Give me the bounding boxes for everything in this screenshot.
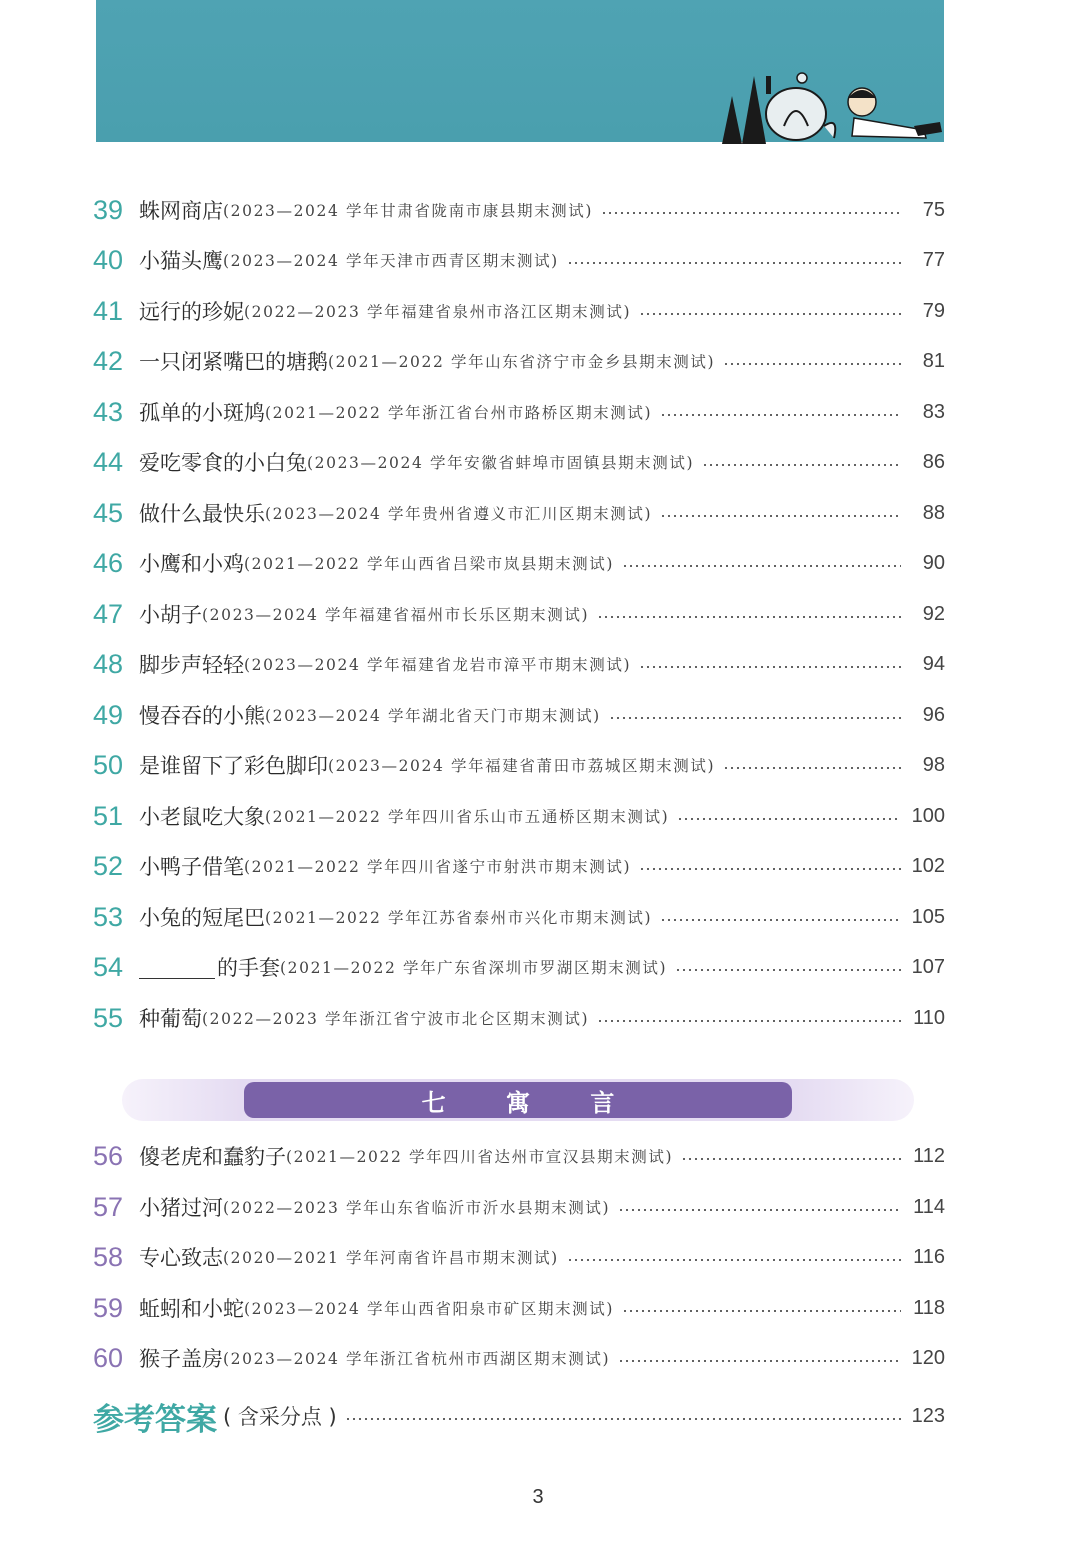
dot-leader <box>597 616 901 618</box>
dot-leader <box>723 767 901 769</box>
entry-title: 猴子盖房 <box>139 1347 223 1371</box>
entry-page: 120 <box>911 1346 945 1369</box>
section-title-pill <box>244 1082 792 1118</box>
entry-page: 110 <box>913 1006 945 1029</box>
entry-title-text: 的手套 <box>217 956 280 980</box>
entry-source: (2023—2024 学年山西省阳泉市矿区期末测试) <box>244 1300 615 1318</box>
toc-entry[interactable] <box>93 343 945 379</box>
dot-leader <box>639 313 901 315</box>
entry-title <box>139 952 280 982</box>
entry-title: 小猫头鹰 <box>139 249 223 273</box>
entry-page: 114 <box>913 1195 945 1218</box>
entry-page: 88 <box>922 501 945 524</box>
toc-entry[interactable] <box>93 1189 945 1225</box>
dot-leader <box>597 1020 901 1022</box>
dot-leader <box>567 262 901 264</box>
entry-title: 蛛网商店 <box>139 199 223 223</box>
dot-leader <box>345 1418 901 1420</box>
entry-number: 54 <box>93 951 124 982</box>
entry-title: 脚步声轻轻 <box>139 653 244 677</box>
entry-source: (2020—2021 学年河南省许昌市期末测试) <box>223 1249 559 1267</box>
entry-title: 小胡子 <box>139 603 202 627</box>
entry-source: (2021—2022 学年四川省达州市宣汉县期末测试) <box>286 1148 674 1166</box>
entry-page: 81 <box>922 349 945 372</box>
entry-source: (2021—2022 学年四川省乐山市五通桥区期末测试) <box>265 808 670 826</box>
entry-source: (2023—2024 学年福建省龙岩市漳平市期末测试) <box>244 656 632 674</box>
entry-page: 79 <box>922 299 945 322</box>
entry-page: 86 <box>922 450 945 473</box>
entry-number: 43 <box>93 396 124 427</box>
entry-title: 种葡萄 <box>139 1007 202 1031</box>
entry-page: 94 <box>922 652 945 675</box>
entry-source: (2021—2022 学年江苏省泰州市兴化市期末测试) <box>265 909 653 927</box>
entry-source: (2022—2023 学年福建省泉州市洛江区期末测试) <box>244 303 632 321</box>
entry-number: 48 <box>93 648 124 679</box>
entry-source: (2023—2024 学年天津市西青区期末测试) <box>223 252 559 270</box>
toc-entry[interactable] <box>93 697 945 733</box>
toc-entry[interactable] <box>93 1138 945 1174</box>
entry-source: (2023—2024 学年浙江省杭州市西湖区期末测试) <box>223 1350 611 1368</box>
entry-number: 58 <box>93 1241 124 1272</box>
entry-number: 56 <box>93 1140 124 1171</box>
page-number: 3 <box>532 1486 544 1508</box>
toc-entry[interactable] <box>93 949 945 985</box>
dot-leader <box>681 1158 901 1160</box>
answers-entry[interactable] <box>93 1392 945 1440</box>
toc-entry[interactable] <box>93 899 945 935</box>
fill-in-blank <box>139 955 215 979</box>
entry-title: 远行的珍妮 <box>139 300 244 324</box>
entry-page: 112 <box>913 1144 945 1167</box>
entry-source: (2023—2024 学年福建省莆田市荔城区期末测试) <box>328 757 716 775</box>
dot-leader <box>639 868 901 870</box>
answers-title: 参考答案 <box>93 1401 217 1438</box>
entry-number: 57 <box>93 1191 124 1222</box>
entry-title: 是谁留下了彩色脚印 <box>139 754 328 778</box>
entry-title: 专心致志 <box>139 1246 223 1270</box>
dot-leader <box>622 1310 901 1312</box>
toc-entry[interactable] <box>93 495 945 531</box>
entry-title: 蚯蚓和小蛇 <box>139 1297 244 1321</box>
entry-page: 75 <box>922 198 945 221</box>
entry-number: 49 <box>93 699 124 730</box>
dot-leader <box>723 363 901 365</box>
entry-title: 小猪过河 <box>139 1196 223 1220</box>
dot-leader <box>660 919 901 921</box>
entry-page: 123 <box>911 1404 945 1427</box>
toc-entry[interactable] <box>93 545 945 581</box>
section-title: 七 寓 言 <box>421 1088 641 1117</box>
entry-number: 40 <box>93 244 124 275</box>
dot-leader <box>702 464 901 466</box>
entry-number: 50 <box>93 749 124 780</box>
toc-entry[interactable] <box>93 444 945 480</box>
entry-number: 53 <box>93 901 124 932</box>
toc-entry[interactable] <box>93 1340 945 1376</box>
toc-entry[interactable] <box>93 242 945 278</box>
dot-leader <box>601 212 901 214</box>
entry-source: (2022—2023 学年山东省临沂市沂水县期末测试) <box>223 1199 611 1217</box>
dot-leader <box>622 565 901 567</box>
cartoon-illustration-icon <box>704 56 944 146</box>
dot-leader <box>609 717 901 719</box>
dot-leader <box>618 1209 901 1211</box>
entry-number: 42 <box>93 345 124 376</box>
entry-source: (2023—2024 学年贵州省遵义市汇川区期末测试) <box>265 505 653 523</box>
entry-source: (2021—2022 学年广东省深圳市罗湖区期末测试) <box>280 959 668 977</box>
entry-title: 傻老虎和蠢豹子 <box>139 1145 286 1169</box>
entry-page: 96 <box>922 703 945 726</box>
entry-source: (2021—2022 学年浙江省台州市路桥区期末测试) <box>265 404 653 422</box>
entry-title: 一只闭紧嘴巴的塘鹅 <box>139 350 328 374</box>
toc-entry[interactable] <box>93 596 945 632</box>
toc-entry[interactable] <box>93 848 945 884</box>
toc-entry[interactable] <box>93 293 945 329</box>
entry-title: 小鹰和小鸡 <box>139 552 244 576</box>
dot-leader <box>660 515 901 517</box>
entry-title: 做什么最快乐 <box>139 502 265 526</box>
entry-title: 孤单的小斑鸠 <box>139 401 265 425</box>
entry-source: (2021—2022 学年山西省吕梁市岚县期末测试) <box>244 555 615 573</box>
header-banner <box>96 0 944 142</box>
entry-source: (2023—2024 学年安徽省蚌埠市固镇县期末测试) <box>307 454 695 472</box>
entry-number: 46 <box>93 547 124 578</box>
toc-entry[interactable] <box>93 394 945 430</box>
entry-number: 44 <box>93 446 124 477</box>
entry-page: 98 <box>922 753 945 776</box>
toc-entry[interactable] <box>93 1239 945 1275</box>
section-header <box>122 1079 914 1121</box>
entry-source: (2023—2024 学年福建省福州市长乐区期末测试) <box>202 606 590 624</box>
entry-page: 100 <box>911 804 945 827</box>
entry-source: (2021—2022 学年山东省济宁市金乡县期末测试) <box>328 353 716 371</box>
entry-number: 60 <box>93 1342 124 1373</box>
dot-leader <box>567 1259 901 1261</box>
entry-source: (2023—2024 学年湖北省天门市期末测试) <box>265 707 601 725</box>
entry-number: 55 <box>93 1002 124 1033</box>
dot-leader <box>618 1360 901 1362</box>
entry-page: 107 <box>911 955 945 978</box>
dot-leader <box>660 414 901 416</box>
dot-leader <box>675 969 901 971</box>
entry-page: 116 <box>913 1245 945 1268</box>
entry-number: 45 <box>93 497 124 528</box>
entry-title: 小老鼠吃大象 <box>139 805 265 829</box>
entry-page: 83 <box>922 400 945 423</box>
entry-number: 52 <box>93 850 124 881</box>
entry-source: (2022—2023 学年浙江省宁波市北仑区期末测试) <box>202 1010 590 1028</box>
answers-subtitle: ( 含采分点 ) <box>223 1405 337 1429</box>
toc-entry[interactable] <box>93 747 945 783</box>
toc-entry[interactable] <box>93 798 945 834</box>
entry-page: 92 <box>922 602 945 625</box>
toc-entry[interactable] <box>93 646 945 682</box>
entry-number: 41 <box>93 295 124 326</box>
dot-leader <box>639 666 901 668</box>
dot-leader <box>677 818 901 820</box>
entry-page: 105 <box>911 905 945 928</box>
entry-page: 90 <box>922 551 945 574</box>
entry-title: 慢吞吞的小熊 <box>139 704 265 728</box>
entry-number: 39 <box>93 194 124 225</box>
toc-entry[interactable] <box>93 192 945 228</box>
entry-source: (2023—2024 学年甘肃省陇南市康县期末测试) <box>223 202 594 220</box>
entry-title: 爱吃零食的小白兔 <box>139 451 307 475</box>
entry-number: 59 <box>93 1292 124 1323</box>
toc-entry[interactable] <box>93 1290 945 1326</box>
entry-number: 47 <box>93 598 124 629</box>
toc-entry[interactable] <box>93 1000 945 1036</box>
entry-title: 小鸭子借笔 <box>139 855 244 879</box>
entry-source: (2021—2022 学年四川省遂宁市射洪市期末测试) <box>244 858 632 876</box>
entry-page: 118 <box>913 1296 945 1319</box>
entry-number: 51 <box>93 800 124 831</box>
entry-title: 小兔的短尾巴 <box>139 906 265 930</box>
entry-page: 102 <box>911 854 945 877</box>
entry-page: 77 <box>922 248 945 271</box>
